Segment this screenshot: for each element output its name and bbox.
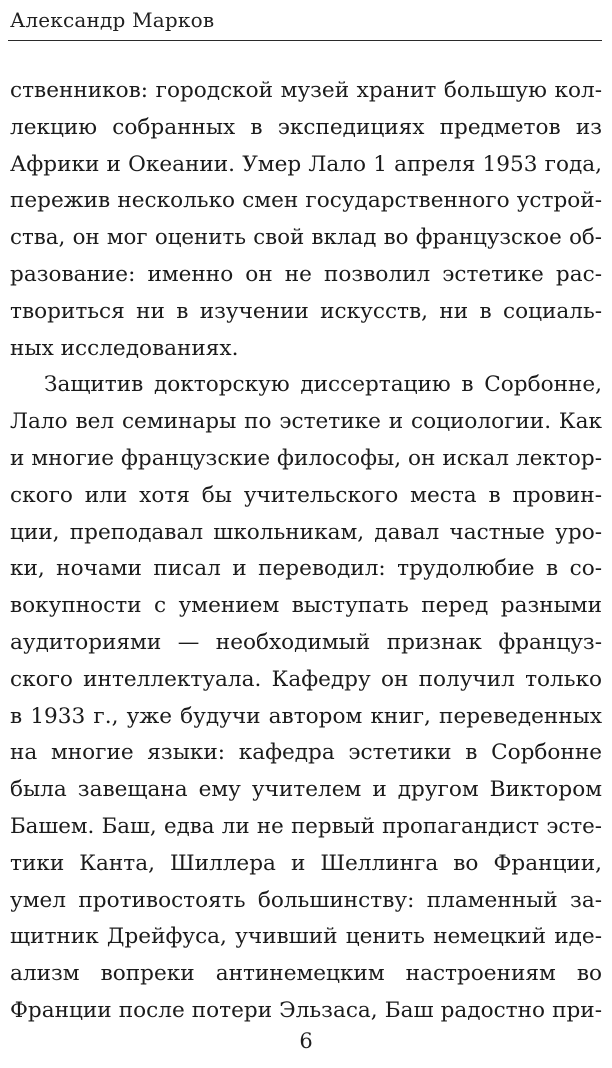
paragraph-1 (10, 73, 602, 367)
text-line: ства, он мог оценить свой вклад во французское об- (10, 225, 602, 251)
text-line: и многие французские философы, он искал лектор- (10, 445, 602, 471)
text-line: ции, преподавал школьникам, давал частные уро- (10, 519, 602, 545)
text-line: щитник Дрейфуса, учивший ценить немецкий иде- (10, 924, 602, 950)
text-line: разование: именно он не позволил эстетике рас- (10, 261, 602, 287)
text-line: Франции после потери Эльзаса, Баш радостно при- (10, 997, 602, 1023)
text-line: ского или хотя бы учительского места в провин- (10, 482, 602, 508)
text-line: Лало вел семинары по эстетике и социологии. Как (10, 409, 602, 435)
text-line: Африки и Океании. Умер Лало 1 апреля 1953 года, (10, 151, 602, 177)
text-line: твориться ни в изучении искусств, ни в социаль- (10, 298, 602, 324)
text-line: умел противостоять большинству: пламенный за- (10, 887, 602, 913)
text-line: ных исследованиях. (10, 335, 239, 361)
text-line: была завещана ему учителем и другом Виктором (10, 777, 602, 803)
text-line: пережив несколько смен государственного устрой- (10, 188, 602, 214)
header-rule (8, 40, 602, 41)
running-head: Александр Марков (10, 8, 215, 32)
page-number: 6 (299, 1029, 313, 1053)
text-line: тики Канта, Шиллера и Шеллинга во Франции, (10, 850, 602, 876)
text-line: Защитив докторскую диссертацию в Сорбонне, (44, 372, 602, 398)
paragraph-2 (10, 367, 602, 1029)
text-line: ки, ночами писал и переводил: трудолюбие в со- (10, 556, 602, 582)
text-line: ственников: городской музей хранит большую кол- (10, 78, 602, 103)
text-line: на многие языки: кафедра эстетики в Сорбонне (10, 740, 602, 766)
text-line: ализм вопреки антинемецким настроениям во (10, 961, 602, 987)
text-line: аудиториями — необходимый признак француз- (10, 629, 602, 655)
text-line: ского интеллектуала. Кафедру он получил только (10, 666, 602, 692)
text-line: вокупности с умением выступать перед разными (10, 593, 602, 619)
text-line: в 1933 г., уже будучи автором книг, переведенных (10, 703, 602, 729)
text-line: лекцию собранных в экспедициях предметов из (10, 114, 602, 140)
text-line: Башем. Баш, едва ли не первый пропагандист эсте- (10, 813, 602, 839)
body-text (10, 73, 602, 1030)
